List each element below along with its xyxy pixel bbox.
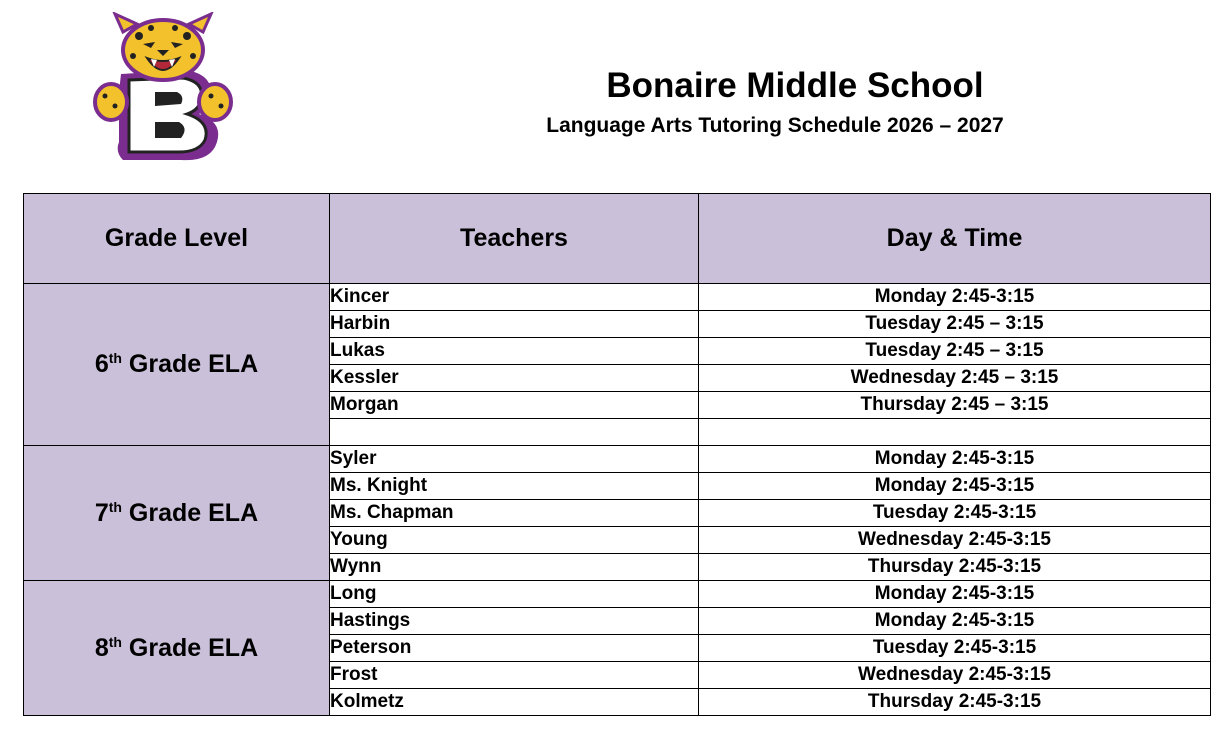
day-time-cell: Monday 2:45-3:15	[699, 473, 1211, 500]
grade-number: 7	[94, 498, 109, 527]
grade-label: Grade ELA	[121, 350, 259, 378]
header-day-time: Day & Time	[699, 194, 1211, 284]
teacher-cell: Lukas	[330, 338, 699, 365]
grade-ordinal-suffix: th	[108, 498, 122, 515]
day-time-cell: Wednesday 2:45-3:15	[699, 662, 1211, 689]
teacher-cell: Ms. Chapman	[330, 500, 699, 527]
table-header-row	[24, 194, 1211, 284]
teacher-cell: Young	[330, 527, 699, 554]
teacher-cell: Frost	[330, 662, 699, 689]
teacher-cell: Harbin	[330, 311, 699, 338]
day-time-cell: Wednesday 2:45-3:15	[699, 527, 1211, 554]
teacher-cell: Long	[330, 581, 699, 608]
teacher-cell: Wynn	[330, 554, 699, 581]
day-time-cell: Wednesday 2:45 – 3:15	[699, 365, 1211, 392]
grade-label: Grade ELA	[121, 498, 259, 527]
tutoring-schedule-table	[23, 193, 1211, 716]
day-time-cell: Monday 2:45-3:15	[699, 446, 1211, 473]
school-logo	[93, 12, 233, 162]
teacher-cell: Syler	[330, 446, 699, 473]
schedule-body	[24, 284, 1211, 716]
header-grade-level: Grade Level	[24, 194, 330, 284]
grade-ordinal-suffix: th	[108, 633, 122, 650]
day-time-cell: Thursday 2:45-3:15	[699, 689, 1211, 716]
grade-level-cell	[24, 284, 330, 446]
grade-number: 8	[94, 633, 109, 662]
teacher-cell	[330, 419, 699, 446]
day-time-cell: Monday 2:45-3:15	[699, 608, 1211, 635]
teacher-cell: Peterson	[330, 635, 699, 662]
day-time-cell: Monday 2:45-3:15	[699, 581, 1211, 608]
day-time-cell: Tuesday 2:45-3:15	[699, 635, 1211, 662]
teacher-cell: Kincer	[330, 284, 699, 311]
table-row	[24, 446, 1211, 473]
day-time-cell: Monday 2:45-3:15	[699, 284, 1211, 311]
grade-ordinal-suffix: th	[108, 350, 122, 366]
grade-level-cell	[24, 446, 330, 581]
grade-label: Grade ELA	[121, 633, 259, 662]
day-time-cell: Tuesday 2:45 – 3:15	[699, 338, 1211, 365]
day-time-cell: Thursday 2:45-3:15	[699, 554, 1211, 581]
teacher-cell: Kolmetz	[330, 689, 699, 716]
day-time-cell: Tuesday 2:45 – 3:15	[699, 311, 1211, 338]
school-name: Bonaire Middle School	[606, 66, 984, 105]
table-row	[24, 581, 1211, 608]
grade-number: 6	[94, 350, 109, 378]
jaguar-b-logo-icon	[93, 12, 233, 162]
teacher-cell: Kessler	[330, 365, 699, 392]
schedule-title: Language Arts Tutoring Schedule 2026 – 2027	[546, 114, 1004, 137]
teacher-cell: Morgan	[330, 392, 699, 419]
day-time-cell: Tuesday 2:45-3:15	[699, 500, 1211, 527]
day-time-cell: Thursday 2:45 – 3:15	[699, 392, 1211, 419]
grade-level-cell	[24, 581, 330, 716]
day-time-cell	[699, 419, 1211, 446]
header-teachers: Teachers	[330, 194, 699, 284]
teacher-cell: Hastings	[330, 608, 699, 635]
teacher-cell: Ms. Knight	[330, 473, 699, 500]
table-row	[24, 284, 1211, 311]
